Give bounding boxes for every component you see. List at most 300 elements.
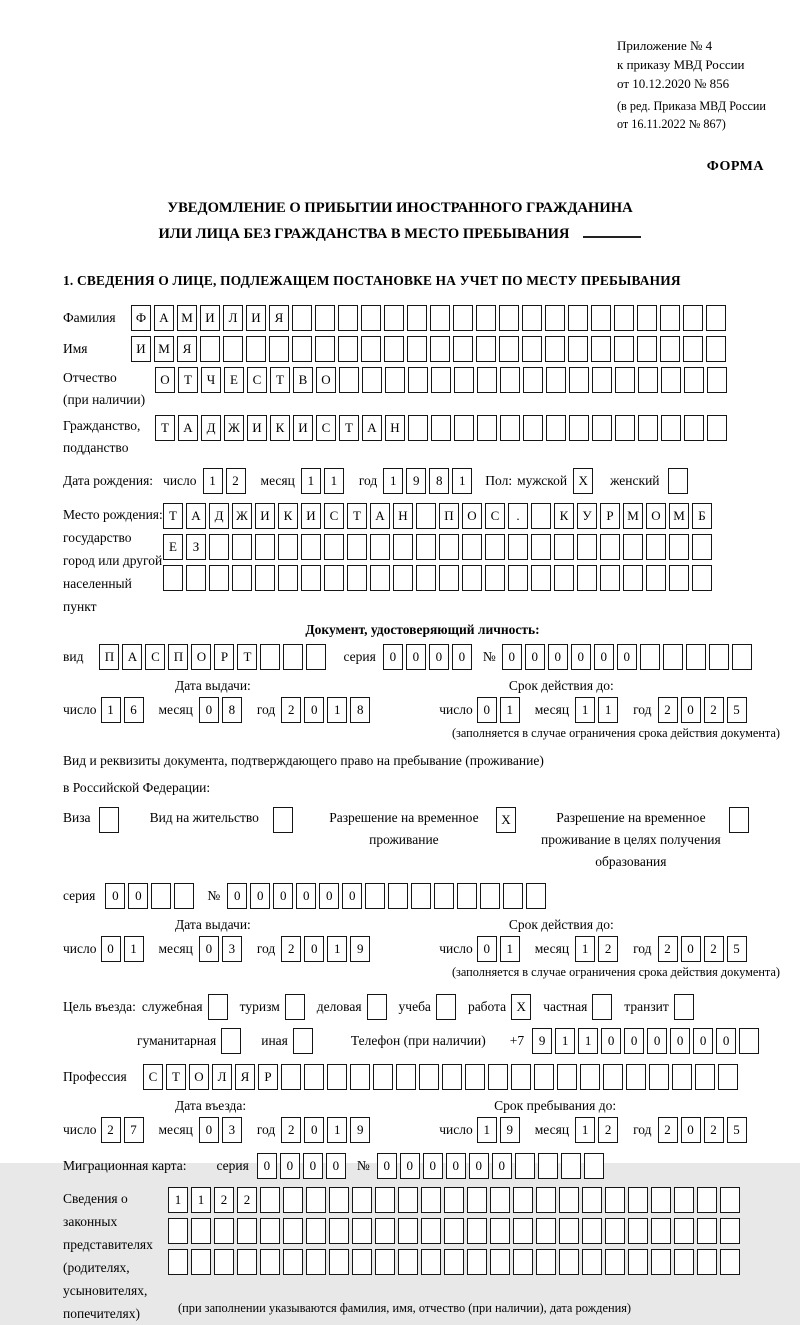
surname-cell[interactable]: Л xyxy=(223,305,243,331)
migration-number-cell[interactable]: 0 xyxy=(492,1153,512,1179)
entry-year-cell[interactable]: 2 xyxy=(281,1117,301,1143)
temp-residence-education-checkbox[interactable] xyxy=(729,807,749,833)
profession-cell[interactable] xyxy=(718,1064,738,1090)
legal-representative-cell[interactable] xyxy=(536,1218,556,1244)
entry-year-cell[interactable]: 1 xyxy=(327,1117,347,1143)
legal-representative-cell[interactable] xyxy=(536,1249,556,1275)
legal-representative-cell[interactable] xyxy=(375,1218,395,1244)
valid-year-cell[interactable]: 2 xyxy=(704,697,724,723)
birth-place-cell[interactable] xyxy=(416,503,436,529)
valid-year-cell[interactable]: 0 xyxy=(681,697,701,723)
surname-cell[interactable] xyxy=(591,305,611,331)
citizenship-cell[interactable]: И xyxy=(247,415,267,441)
firstname-cell[interactable] xyxy=(430,336,450,362)
profession-cell[interactable] xyxy=(396,1064,416,1090)
residence-number-cell[interactable] xyxy=(526,883,546,909)
stay-month-cell[interactable]: 1 xyxy=(575,1117,595,1143)
firstname-cell[interactable] xyxy=(568,336,588,362)
birth-place-cell[interactable] xyxy=(301,565,321,591)
valid-day-cell[interactable]: 1 xyxy=(500,697,520,723)
residence-number-cell[interactable]: 0 xyxy=(296,883,316,909)
legal-representative-cell[interactable]: 2 xyxy=(214,1187,234,1213)
migration-number-cell[interactable]: 0 xyxy=(400,1153,420,1179)
birth-place-cell[interactable] xyxy=(209,565,229,591)
doc-kind-cell[interactable]: О xyxy=(191,644,211,670)
birth-place-cell[interactable] xyxy=(646,565,666,591)
residence-valid-year-cell[interactable]: 2 xyxy=(658,936,678,962)
birth-place-cell[interactable] xyxy=(416,565,436,591)
legal-representative-cell[interactable] xyxy=(651,1218,671,1244)
phone-cell[interactable] xyxy=(739,1028,759,1054)
birth-place-cell[interactable]: Б xyxy=(692,503,712,529)
legal-representative-cell[interactable] xyxy=(191,1249,211,1275)
legal-representative-cell[interactable] xyxy=(605,1218,625,1244)
birth-place-cell[interactable]: И xyxy=(301,503,321,529)
profession-cell[interactable]: О xyxy=(189,1064,209,1090)
doc-series-cell[interactable]: 0 xyxy=(429,644,449,670)
legal-representative-cell[interactable] xyxy=(651,1187,671,1213)
legal-representative-cell[interactable] xyxy=(444,1187,464,1213)
residence-issue-month-cell[interactable]: 3 xyxy=(222,936,242,962)
citizenship-cell[interactable] xyxy=(477,415,497,441)
birth-place-cell[interactable] xyxy=(531,534,551,560)
residence-series-cell[interactable]: 0 xyxy=(105,883,125,909)
birth-place-cell[interactable] xyxy=(577,534,597,560)
legal-representative-cell[interactable] xyxy=(559,1218,579,1244)
migration-number-cell[interactable] xyxy=(561,1153,581,1179)
doc-number-cell[interactable] xyxy=(640,644,660,670)
visa-checkbox[interactable] xyxy=(99,807,119,833)
profession-cell[interactable] xyxy=(465,1064,485,1090)
residence-issue-month-cell[interactable]: 0 xyxy=(199,936,219,962)
legal-representative-cell[interactable] xyxy=(720,1249,740,1275)
citizenship-cell[interactable] xyxy=(454,415,474,441)
phone-cell[interactable]: 1 xyxy=(555,1028,575,1054)
legal-representative-cell[interactable] xyxy=(329,1218,349,1244)
birth-place-cell[interactable] xyxy=(669,534,689,560)
profession-cell[interactable] xyxy=(626,1064,646,1090)
surname-cell[interactable] xyxy=(499,305,519,331)
legal-representative-cell[interactable] xyxy=(306,1187,326,1213)
legal-representative-cell[interactable] xyxy=(674,1218,694,1244)
birth-place-cell[interactable] xyxy=(554,534,574,560)
legal-representative-cell[interactable] xyxy=(168,1218,188,1244)
phone-cell[interactable]: 0 xyxy=(693,1028,713,1054)
firstname-cell[interactable] xyxy=(522,336,542,362)
doc-kind-cell[interactable]: А xyxy=(122,644,142,670)
residence-valid-day-cell[interactable]: 0 xyxy=(477,936,497,962)
residence-number-cell[interactable] xyxy=(480,883,500,909)
valid-year-cell[interactable]: 2 xyxy=(658,697,678,723)
birth-place-cell[interactable] xyxy=(370,565,390,591)
valid-month-cell[interactable]: 1 xyxy=(575,697,595,723)
profession-cell[interactable]: Т xyxy=(166,1064,186,1090)
legal-representative-cell[interactable]: 1 xyxy=(191,1187,211,1213)
birth-place-cell[interactable]: Р xyxy=(600,503,620,529)
birth-year-cell[interactable]: 1 xyxy=(383,468,403,494)
birth-place-cell[interactable] xyxy=(232,565,252,591)
legal-representative-cell[interactable] xyxy=(490,1218,510,1244)
firstname-cell[interactable] xyxy=(706,336,726,362)
residence-series-cell[interactable] xyxy=(174,883,194,909)
firstname-cell[interactable] xyxy=(246,336,266,362)
residence-number-cell[interactable] xyxy=(457,883,477,909)
birth-year-cell[interactable]: 8 xyxy=(429,468,449,494)
birth-place-cell[interactable]: Е xyxy=(163,534,183,560)
birth-place-cell[interactable] xyxy=(416,534,436,560)
citizenship-cell[interactable]: Ж xyxy=(224,415,244,441)
citizenship-cell[interactable] xyxy=(523,415,543,441)
patronymic-cell[interactable] xyxy=(592,367,612,393)
legal-representative-cell[interactable] xyxy=(605,1249,625,1275)
stay-year-cell[interactable]: 0 xyxy=(681,1117,701,1143)
firstname-cell[interactable] xyxy=(223,336,243,362)
surname-cell[interactable] xyxy=(453,305,473,331)
birth-place-cell[interactable] xyxy=(462,565,482,591)
firstname-cell[interactable] xyxy=(407,336,427,362)
patronymic-cell[interactable] xyxy=(454,367,474,393)
profession-cell[interactable] xyxy=(373,1064,393,1090)
stay-day-cell[interactable]: 9 xyxy=(500,1117,520,1143)
patronymic-cell[interactable]: Ч xyxy=(201,367,221,393)
profession-cell[interactable] xyxy=(672,1064,692,1090)
legal-representative-cell[interactable] xyxy=(720,1218,740,1244)
firstname-cell[interactable] xyxy=(545,336,565,362)
legal-representative-cell[interactable] xyxy=(697,1218,717,1244)
migration-number-cell[interactable]: 0 xyxy=(446,1153,466,1179)
legal-representative-cell[interactable]: 2 xyxy=(237,1187,257,1213)
doc-number-cell[interactable] xyxy=(732,644,752,670)
profession-cell[interactable]: Я xyxy=(235,1064,255,1090)
patronymic-cell[interactable] xyxy=(684,367,704,393)
legal-representative-cell[interactable] xyxy=(168,1249,188,1275)
profession-cell[interactable] xyxy=(350,1064,370,1090)
legal-representative-cell[interactable] xyxy=(720,1187,740,1213)
phone-cell[interactable]: 0 xyxy=(647,1028,667,1054)
surname-cell[interactable] xyxy=(568,305,588,331)
profession-cell[interactable] xyxy=(603,1064,623,1090)
residence-valid-month-cell[interactable]: 1 xyxy=(575,936,595,962)
birth-place-cell[interactable] xyxy=(163,565,183,591)
migration-series-cell[interactable]: 0 xyxy=(326,1153,346,1179)
patronymic-cell[interactable]: В xyxy=(293,367,313,393)
migration-series-cell[interactable]: 0 xyxy=(303,1153,323,1179)
citizenship-cell[interactable] xyxy=(684,415,704,441)
firstname-cell[interactable] xyxy=(200,336,220,362)
issue-day-cell[interactable]: 1 xyxy=(101,697,121,723)
entry-year-cell[interactable]: 0 xyxy=(304,1117,324,1143)
birth-place-cell[interactable] xyxy=(439,534,459,560)
temp-residence-checkbox[interactable]: X xyxy=(496,807,516,833)
citizenship-cell[interactable]: С xyxy=(316,415,336,441)
birth-place-cell[interactable] xyxy=(347,565,367,591)
residence-issue-year-cell[interactable]: 9 xyxy=(350,936,370,962)
birth-place-cell[interactable] xyxy=(600,534,620,560)
profession-cell[interactable] xyxy=(281,1064,301,1090)
residence-number-cell[interactable]: 0 xyxy=(227,883,247,909)
residence-number-cell[interactable] xyxy=(388,883,408,909)
birth-place-cell[interactable]: Н xyxy=(393,503,413,529)
birth-place-cell[interactable]: Т xyxy=(347,503,367,529)
patronymic-cell[interactable] xyxy=(661,367,681,393)
phone-cell[interactable]: 1 xyxy=(578,1028,598,1054)
firstname-cell[interactable] xyxy=(338,336,358,362)
doc-kind-cell[interactable]: Р xyxy=(214,644,234,670)
legal-representative-cell[interactable] xyxy=(467,1187,487,1213)
patronymic-cell[interactable]: О xyxy=(155,367,175,393)
citizenship-cell[interactable]: Н xyxy=(385,415,405,441)
birth-place-cell[interactable]: З xyxy=(186,534,206,560)
birth-place-cell[interactable] xyxy=(508,565,528,591)
legal-representative-cell[interactable] xyxy=(237,1249,257,1275)
birth-place-cell[interactable] xyxy=(623,534,643,560)
migration-number-cell[interactable] xyxy=(538,1153,558,1179)
legal-representative-cell[interactable] xyxy=(421,1187,441,1213)
residence-issue-year-cell[interactable]: 0 xyxy=(304,936,324,962)
citizenship-cell[interactable] xyxy=(592,415,612,441)
profession-cell[interactable]: Л xyxy=(212,1064,232,1090)
doc-series-cell[interactable]: 0 xyxy=(406,644,426,670)
firstname-cell[interactable] xyxy=(660,336,680,362)
patronymic-cell[interactable] xyxy=(477,367,497,393)
profession-cell[interactable] xyxy=(534,1064,554,1090)
legal-representative-cell[interactable] xyxy=(375,1187,395,1213)
patronymic-cell[interactable] xyxy=(638,367,658,393)
legal-representative-cell[interactable] xyxy=(697,1187,717,1213)
valid-month-cell[interactable]: 1 xyxy=(598,697,618,723)
legal-representative-cell[interactable] xyxy=(651,1249,671,1275)
citizenship-cell[interactable]: Т xyxy=(155,415,175,441)
surname-cell[interactable] xyxy=(522,305,542,331)
study-checkbox[interactable] xyxy=(436,994,456,1020)
profession-cell[interactable] xyxy=(488,1064,508,1090)
doc-series-cell[interactable]: 0 xyxy=(452,644,472,670)
legal-representative-cell[interactable] xyxy=(467,1218,487,1244)
residence-number-cell[interactable]: 0 xyxy=(342,883,362,909)
legal-representative-cell[interactable] xyxy=(605,1187,625,1213)
legal-representative-cell[interactable] xyxy=(306,1218,326,1244)
citizenship-cell[interactable] xyxy=(569,415,589,441)
birth-place-cell[interactable] xyxy=(692,534,712,560)
issue-year-cell[interactable]: 2 xyxy=(281,697,301,723)
surname-cell[interactable]: А xyxy=(154,305,174,331)
patronymic-cell[interactable] xyxy=(546,367,566,393)
surname-cell[interactable]: Ф xyxy=(131,305,151,331)
surname-cell[interactable] xyxy=(361,305,381,331)
birth-place-cell[interactable]: Д xyxy=(209,503,229,529)
residence-series-cell[interactable] xyxy=(151,883,171,909)
phone-cell[interactable]: 0 xyxy=(670,1028,690,1054)
migration-number-cell[interactable]: 0 xyxy=(377,1153,397,1179)
doc-number-cell[interactable] xyxy=(709,644,729,670)
legal-representative-cell[interactable] xyxy=(536,1187,556,1213)
patronymic-cell[interactable] xyxy=(615,367,635,393)
birth-place-cell[interactable] xyxy=(393,565,413,591)
doc-kind-cell[interactable]: П xyxy=(99,644,119,670)
legal-representative-cell[interactable] xyxy=(628,1187,648,1213)
patronymic-cell[interactable] xyxy=(408,367,428,393)
firstname-cell[interactable] xyxy=(453,336,473,362)
birth-place-cell[interactable]: С xyxy=(485,503,505,529)
stay-year-cell[interactable]: 2 xyxy=(704,1117,724,1143)
legal-representative-cell[interactable] xyxy=(352,1218,372,1244)
profession-cell[interactable] xyxy=(511,1064,531,1090)
migration-number-cell[interactable]: 0 xyxy=(423,1153,443,1179)
issue-month-cell[interactable]: 8 xyxy=(222,697,242,723)
legal-representative-cell[interactable] xyxy=(513,1249,533,1275)
birth-place-cell[interactable] xyxy=(554,565,574,591)
surname-cell[interactable] xyxy=(315,305,335,331)
birth-month-cell[interactable]: 1 xyxy=(324,468,344,494)
birth-place-cell[interactable] xyxy=(669,565,689,591)
residence-number-cell[interactable] xyxy=(434,883,454,909)
profession-cell[interactable] xyxy=(304,1064,324,1090)
firstname-cell[interactable] xyxy=(384,336,404,362)
birth-year-cell[interactable]: 9 xyxy=(406,468,426,494)
birth-place-cell[interactable] xyxy=(462,534,482,560)
birth-place-cell[interactable]: П xyxy=(439,503,459,529)
residence-number-cell[interactable] xyxy=(411,883,431,909)
patronymic-cell[interactable]: С xyxy=(247,367,267,393)
legal-representative-cell[interactable] xyxy=(559,1249,579,1275)
birth-place-cell[interactable] xyxy=(278,565,298,591)
entry-day-cell[interactable]: 7 xyxy=(124,1117,144,1143)
residence-valid-month-cell[interactable]: 2 xyxy=(598,936,618,962)
residence-issue-day-cell[interactable]: 0 xyxy=(101,936,121,962)
issue-year-cell[interactable]: 0 xyxy=(304,697,324,723)
tourism-checkbox[interactable] xyxy=(285,994,305,1020)
legal-representative-cell[interactable] xyxy=(467,1249,487,1275)
surname-cell[interactable] xyxy=(476,305,496,331)
legal-representative-cell[interactable] xyxy=(283,1249,303,1275)
profession-cell[interactable] xyxy=(327,1064,347,1090)
birth-place-cell[interactable] xyxy=(393,534,413,560)
birth-place-cell[interactable]: А xyxy=(370,503,390,529)
stay-day-cell[interactable]: 1 xyxy=(477,1117,497,1143)
birth-place-cell[interactable]: К xyxy=(278,503,298,529)
doc-number-cell[interactable]: 0 xyxy=(502,644,522,670)
phone-cell[interactable]: 0 xyxy=(716,1028,736,1054)
surname-cell[interactable] xyxy=(384,305,404,331)
firstname-cell[interactable]: Я xyxy=(177,336,197,362)
firstname-cell[interactable]: М xyxy=(154,336,174,362)
birth-place-cell[interactable] xyxy=(209,534,229,560)
firstname-cell[interactable] xyxy=(269,336,289,362)
birth-place-cell[interactable]: С xyxy=(324,503,344,529)
birth-place-cell[interactable] xyxy=(324,534,344,560)
legal-representative-cell[interactable] xyxy=(260,1187,280,1213)
legal-representative-cell[interactable] xyxy=(260,1249,280,1275)
patronymic-cell[interactable] xyxy=(431,367,451,393)
residence-number-cell[interactable]: 0 xyxy=(319,883,339,909)
birth-place-cell[interactable]: М xyxy=(623,503,643,529)
entry-year-cell[interactable]: 9 xyxy=(350,1117,370,1143)
citizenship-cell[interactable]: А xyxy=(362,415,382,441)
firstname-cell[interactable] xyxy=(683,336,703,362)
issue-year-cell[interactable]: 1 xyxy=(327,697,347,723)
issue-month-cell[interactable]: 0 xyxy=(199,697,219,723)
birth-place-cell[interactable] xyxy=(646,534,666,560)
firstname-cell[interactable] xyxy=(637,336,657,362)
legal-representative-cell[interactable]: 1 xyxy=(168,1187,188,1213)
surname-cell[interactable] xyxy=(545,305,565,331)
patronymic-cell[interactable] xyxy=(500,367,520,393)
birth-place-cell[interactable] xyxy=(508,534,528,560)
doc-number-cell[interactable]: 0 xyxy=(525,644,545,670)
entry-month-cell[interactable]: 0 xyxy=(199,1117,219,1143)
birth-place-cell[interactable] xyxy=(577,565,597,591)
profession-cell[interactable] xyxy=(557,1064,577,1090)
birth-place-cell[interactable]: Т xyxy=(163,503,183,529)
citizenship-cell[interactable] xyxy=(408,415,428,441)
legal-representative-cell[interactable] xyxy=(398,1218,418,1244)
other-checkbox[interactable] xyxy=(293,1028,313,1054)
surname-cell[interactable] xyxy=(407,305,427,331)
surname-cell[interactable]: И xyxy=(200,305,220,331)
legal-representative-cell[interactable] xyxy=(237,1218,257,1244)
patronymic-cell[interactable] xyxy=(339,367,359,393)
migration-number-cell[interactable] xyxy=(515,1153,535,1179)
birth-place-cell[interactable] xyxy=(531,503,551,529)
patronymic-cell[interactable] xyxy=(362,367,382,393)
patronymic-cell[interactable]: Т xyxy=(270,367,290,393)
profession-cell[interactable] xyxy=(580,1064,600,1090)
birth-place-cell[interactable]: М xyxy=(669,503,689,529)
migration-series-cell[interactable]: 0 xyxy=(280,1153,300,1179)
valid-day-cell[interactable]: 0 xyxy=(477,697,497,723)
doc-series-cell[interactable]: 0 xyxy=(383,644,403,670)
legal-representative-cell[interactable] xyxy=(421,1218,441,1244)
doc-number-cell[interactable]: 0 xyxy=(571,644,591,670)
birth-month-cell[interactable]: 1 xyxy=(301,468,321,494)
private-checkbox[interactable] xyxy=(592,994,612,1020)
legal-representative-cell[interactable] xyxy=(559,1187,579,1213)
legal-representative-cell[interactable] xyxy=(513,1218,533,1244)
birth-place-cell[interactable]: А xyxy=(186,503,206,529)
birth-day-cell[interactable]: 2 xyxy=(226,468,246,494)
doc-number-cell[interactable]: 0 xyxy=(548,644,568,670)
birth-year-cell[interactable]: 1 xyxy=(452,468,472,494)
residence-issue-year-cell[interactable]: 1 xyxy=(327,936,347,962)
birth-place-cell[interactable] xyxy=(531,565,551,591)
surname-cell[interactable]: И xyxy=(246,305,266,331)
surname-cell[interactable] xyxy=(637,305,657,331)
entry-month-cell[interactable]: 3 xyxy=(222,1117,242,1143)
surname-cell[interactable] xyxy=(338,305,358,331)
residence-valid-year-cell[interactable]: 5 xyxy=(727,936,747,962)
citizenship-cell[interactable] xyxy=(661,415,681,441)
legal-representative-cell[interactable] xyxy=(444,1249,464,1275)
patronymic-cell[interactable]: Т xyxy=(178,367,198,393)
surname-cell[interactable] xyxy=(292,305,312,331)
legal-representative-cell[interactable] xyxy=(398,1187,418,1213)
legal-representative-cell[interactable] xyxy=(421,1249,441,1275)
birth-place-cell[interactable]: К xyxy=(554,503,574,529)
birth-place-cell[interactable] xyxy=(255,534,275,560)
patronymic-cell[interactable] xyxy=(523,367,543,393)
work-checkbox[interactable]: X xyxy=(511,994,531,1020)
humanitarian-checkbox[interactable] xyxy=(221,1028,241,1054)
residence-series-cell[interactable]: 0 xyxy=(128,883,148,909)
birth-place-cell[interactable] xyxy=(278,534,298,560)
legal-representative-cell[interactable] xyxy=(260,1218,280,1244)
birth-place-cell[interactable]: О xyxy=(462,503,482,529)
birth-day-cell[interactable]: 1 xyxy=(203,468,223,494)
residence-number-cell[interactable]: 0 xyxy=(250,883,270,909)
doc-number-cell[interactable]: 0 xyxy=(594,644,614,670)
legal-representative-cell[interactable] xyxy=(582,1249,602,1275)
male-checkbox[interactable]: X xyxy=(573,468,593,494)
